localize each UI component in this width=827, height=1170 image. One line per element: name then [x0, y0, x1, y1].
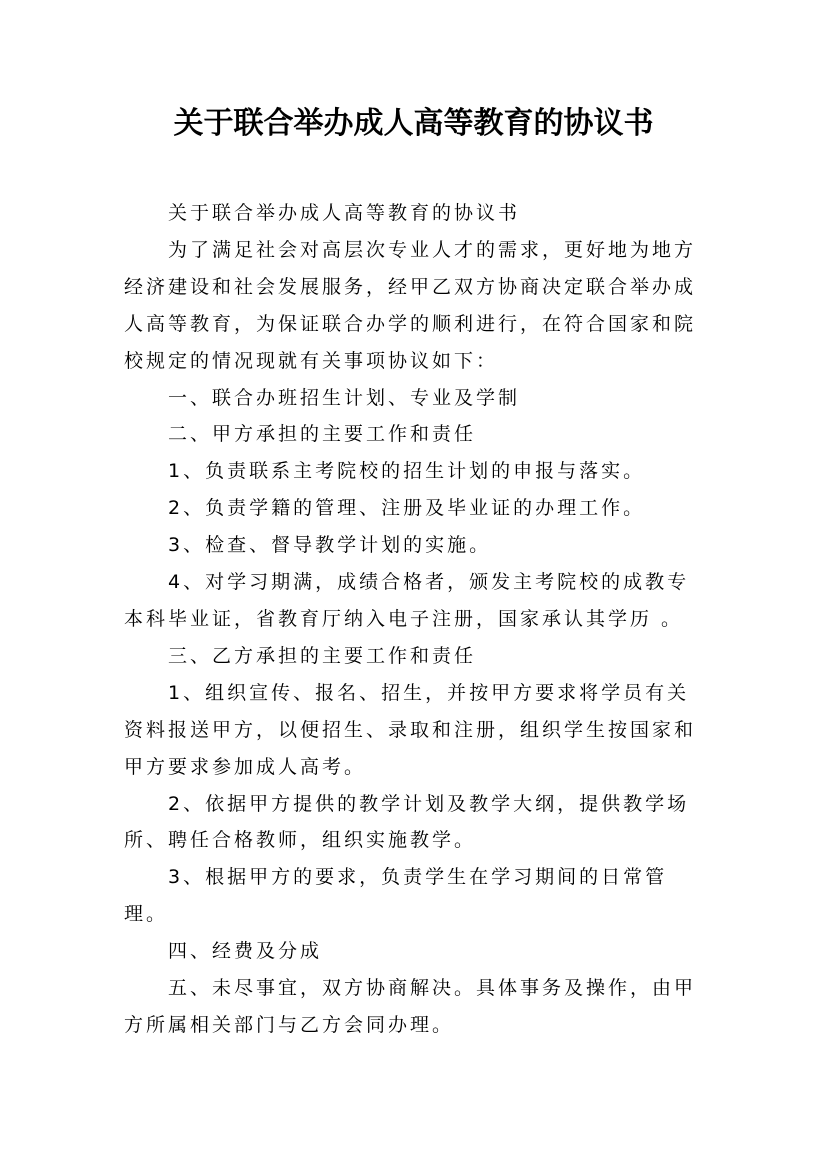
section-heading-1: 一、联合办班招生计划、专业及学制: [168, 386, 521, 409]
section-heading-2: 二、甲方承担的主要工作和责任: [168, 423, 477, 446]
section-heading-3: 三、乙方承担的主要工作和责任: [168, 644, 477, 667]
list-item-party-a-1: 1、负责联系主考院校的招生计划的申报与落实。: [168, 460, 646, 483]
section-heading-5: 五、未尽事宜，双方协商解决。具体事务及操作，由甲方所属相关部门与乙方会同办理。: [124, 977, 697, 1036]
list-item-party-a-2: 2、负责学籍的管理、注册及毕业证的办理工作。: [168, 497, 646, 520]
list-item-party-b-3: 3、根据甲方的要求，负责学生在学习期间的日常管理。: [124, 866, 668, 926]
list-item-party-b-2: 2、依据甲方提供的教学计划及教学大纲，提供教学场所、聘任合格教师，组织实施教学。: [124, 792, 690, 852]
document-body: [124, 195, 709, 1044]
list-item-party-a-4: 4、对学习期满，成绩合格者，颁发主考院校的成教专本科毕业证，省教育厅纳入电子注册，国家承认其学历 。: [124, 571, 690, 630]
list-item-party-b-1: 1、组织宣传、报名、招生，并按甲方要求将学员有关资料报送甲方，以便招生、录取和注册，组织学生按国家和甲方要求参加成人高考。: [124, 681, 697, 778]
paragraph-intro: 为了满足社会对高层次专业人才的需求，更好地为地方经济建设和社会发展服务，经甲乙双方协商决定联合举办成人高等教育，为保证联合办学的顺利进行，在符合国家和院校规定的情况现就有关事项协议如下：: [124, 238, 697, 372]
section-heading-4: 四、经费及分成: [168, 940, 323, 963]
list-item-party-a-3: 3、检查、督导教学计划的实施。: [168, 534, 492, 557]
paragraph-heading-repeat: 关于联合举办成人高等教育的协议书: [168, 202, 521, 224]
document-title: 关于联合举办成人高等教育的协议书: [173, 106, 654, 141]
